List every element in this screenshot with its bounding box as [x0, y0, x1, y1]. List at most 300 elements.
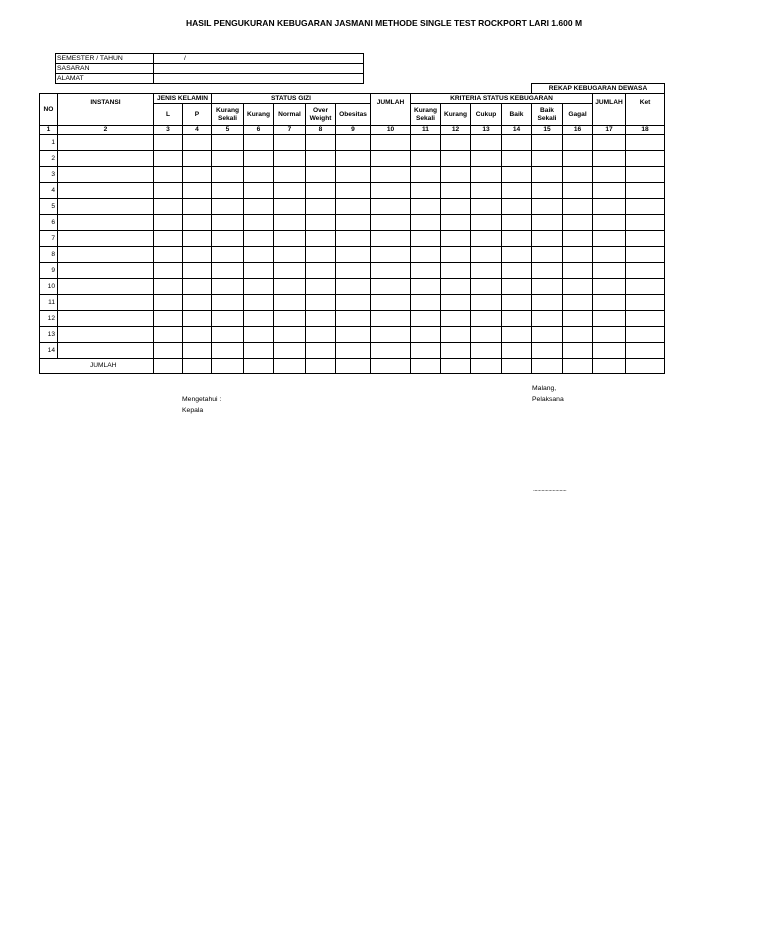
info-table	[55, 53, 364, 84]
total-cell[interactable]	[336, 359, 371, 374]
table-cell[interactable]	[626, 263, 665, 279]
table-cell[interactable]	[154, 263, 183, 279]
table-cell[interactable]	[244, 215, 274, 231]
row-number: 1	[40, 135, 58, 151]
table-cell[interactable]	[471, 343, 502, 359]
table-cell[interactable]	[212, 343, 244, 359]
column-number: 6	[244, 126, 274, 135]
table-cell[interactable]	[336, 183, 371, 199]
table-cell[interactable]	[441, 295, 471, 311]
table-cell[interactable]	[244, 263, 274, 279]
table-cell[interactable]	[212, 199, 244, 215]
table-cell[interactable]	[471, 327, 502, 343]
table-cell[interactable]	[274, 247, 306, 263]
table-cell[interactable]	[183, 199, 212, 215]
column-number: 3	[154, 126, 183, 135]
table-cell[interactable]	[563, 183, 593, 199]
table-cell[interactable]	[306, 183, 336, 199]
table-cell[interactable]	[336, 263, 371, 279]
column-number: 12	[441, 126, 471, 135]
table-cell[interactable]	[183, 327, 212, 343]
table-cell[interactable]	[411, 183, 441, 199]
table-cell[interactable]	[244, 247, 274, 263]
total-cell[interactable]	[411, 359, 441, 374]
total-cell[interactable]	[593, 359, 626, 374]
table-cell[interactable]	[306, 311, 336, 327]
table-cell[interactable]	[532, 215, 563, 231]
table-cell[interactable]	[471, 295, 502, 311]
table-cell[interactable]	[244, 167, 274, 183]
table-cell[interactable]	[212, 151, 244, 167]
table-cell[interactable]	[336, 311, 371, 327]
table-cell[interactable]	[336, 199, 371, 215]
alamat-label: ALAMAT	[56, 74, 154, 84]
table-cell[interactable]	[154, 295, 183, 311]
table-cell[interactable]	[371, 151, 411, 167]
table-row	[40, 183, 665, 199]
total-cell[interactable]	[371, 359, 411, 374]
table-cell[interactable]	[532, 183, 563, 199]
row-number: 4	[40, 183, 58, 199]
table-cell[interactable]	[244, 199, 274, 215]
table-cell[interactable]	[306, 215, 336, 231]
table-cell[interactable]	[336, 215, 371, 231]
table-cell[interactable]	[371, 199, 411, 215]
col-instansi-header: INSTANSI	[58, 94, 154, 126]
table-cell[interactable]	[411, 311, 441, 327]
table-cell[interactable]	[371, 167, 411, 183]
table-cell[interactable]	[336, 135, 371, 151]
table-cell[interactable]	[58, 183, 154, 199]
table-cell[interactable]	[183, 183, 212, 199]
table-cell[interactable]	[411, 167, 441, 183]
table-cell[interactable]	[212, 231, 244, 247]
table-cell[interactable]	[593, 231, 626, 247]
table-cell[interactable]	[441, 327, 471, 343]
table-cell[interactable]	[244, 183, 274, 199]
table-cell[interactable]	[371, 343, 411, 359]
table-cell[interactable]	[532, 231, 563, 247]
table-cell[interactable]	[244, 135, 274, 151]
total-cell[interactable]	[441, 359, 471, 374]
table-cell[interactable]	[154, 215, 183, 231]
table-cell[interactable]	[371, 327, 411, 343]
table-cell[interactable]	[626, 231, 665, 247]
table-cell[interactable]	[411, 295, 441, 311]
table-row	[40, 167, 665, 183]
table-cell[interactable]	[154, 183, 183, 199]
alamat-value[interactable]	[154, 74, 364, 84]
table-cell[interactable]	[411, 135, 441, 151]
table-cell[interactable]	[183, 295, 212, 311]
table-cell[interactable]	[274, 327, 306, 343]
table-cell[interactable]	[502, 295, 532, 311]
table-cell[interactable]	[212, 215, 244, 231]
table-cell[interactable]	[626, 135, 665, 151]
table-cell[interactable]	[58, 199, 154, 215]
table-cell[interactable]	[183, 247, 212, 263]
table-cell[interactable]	[563, 311, 593, 327]
table-cell[interactable]	[441, 167, 471, 183]
table-cell[interactable]	[336, 231, 371, 247]
table-cell[interactable]	[274, 135, 306, 151]
table-cell[interactable]	[471, 279, 502, 295]
kriteria-header: KRITERIA STATUS KEBUGARAN	[411, 94, 593, 104]
table-cell[interactable]	[58, 263, 154, 279]
total-cell[interactable]	[154, 359, 183, 374]
table-cell[interactable]	[532, 167, 563, 183]
table-cell[interactable]	[502, 279, 532, 295]
table-cell[interactable]	[183, 215, 212, 231]
table-cell[interactable]	[563, 263, 593, 279]
table-cell[interactable]	[502, 311, 532, 327]
table-cell[interactable]	[563, 343, 593, 359]
total-cell[interactable]	[563, 359, 593, 374]
total-cell[interactable]	[274, 359, 306, 374]
table-cell[interactable]	[154, 247, 183, 263]
table-cell[interactable]	[274, 311, 306, 327]
table-cell[interactable]	[593, 311, 626, 327]
table-cell[interactable]	[306, 199, 336, 215]
row-number: 11	[40, 295, 58, 311]
table-cell[interactable]	[593, 295, 626, 311]
table-cell[interactable]	[58, 343, 154, 359]
table-cell[interactable]	[411, 151, 441, 167]
table-cell[interactable]	[411, 263, 441, 279]
table-cell[interactable]	[411, 327, 441, 343]
table-cell[interactable]	[502, 215, 532, 231]
table-cell[interactable]	[306, 167, 336, 183]
table-cell[interactable]	[471, 199, 502, 215]
table-cell[interactable]	[502, 183, 532, 199]
table-cell[interactable]	[183, 311, 212, 327]
table-cell[interactable]	[336, 167, 371, 183]
table-cell[interactable]	[336, 295, 371, 311]
table-cell[interactable]	[502, 199, 532, 215]
table-cell[interactable]	[441, 199, 471, 215]
table-cell[interactable]	[532, 247, 563, 263]
table-cell[interactable]	[371, 279, 411, 295]
total-cell[interactable]	[183, 359, 212, 374]
table-cell[interactable]	[183, 135, 212, 151]
table-cell[interactable]	[154, 167, 183, 183]
table-cell[interactable]	[532, 343, 563, 359]
row-number: 7	[40, 231, 58, 247]
table-cell[interactable]	[58, 247, 154, 263]
column-number: 18	[626, 126, 665, 135]
table-cell[interactable]	[212, 311, 244, 327]
total-row	[40, 359, 665, 374]
table-cell[interactable]	[532, 135, 563, 151]
table-cell[interactable]	[563, 151, 593, 167]
row-number: 3	[40, 167, 58, 183]
col-p-header: P	[183, 104, 212, 126]
table-cell[interactable]	[306, 135, 336, 151]
table-cell[interactable]	[593, 183, 626, 199]
table-cell[interactable]	[502, 247, 532, 263]
table-cell[interactable]	[502, 263, 532, 279]
table-cell[interactable]	[306, 263, 336, 279]
table-cell[interactable]	[306, 247, 336, 263]
table-cell[interactable]	[371, 215, 411, 231]
table-cell[interactable]	[58, 151, 154, 167]
total-cell[interactable]	[532, 359, 563, 374]
table-cell[interactable]	[563, 231, 593, 247]
table-row	[40, 311, 665, 327]
table-cell[interactable]	[58, 215, 154, 231]
table-cell[interactable]	[212, 327, 244, 343]
table-cell[interactable]	[502, 151, 532, 167]
table-cell[interactable]	[563, 167, 593, 183]
column-number: 15	[532, 126, 563, 135]
table-cell[interactable]	[593, 247, 626, 263]
table-cell[interactable]	[411, 247, 441, 263]
table-cell[interactable]	[563, 199, 593, 215]
table-cell[interactable]	[212, 295, 244, 311]
table-cell[interactable]	[212, 279, 244, 295]
sasaran-label: SASARAN	[56, 64, 154, 74]
table-cell[interactable]	[593, 279, 626, 295]
table-cell[interactable]	[441, 263, 471, 279]
table-cell[interactable]	[183, 231, 212, 247]
table-cell[interactable]	[274, 231, 306, 247]
table-cell[interactable]	[441, 343, 471, 359]
table-cell[interactable]	[471, 135, 502, 151]
table-cell[interactable]	[371, 247, 411, 263]
table-cell[interactable]	[212, 135, 244, 151]
table-cell[interactable]	[626, 311, 665, 327]
table-cell[interactable]	[371, 183, 411, 199]
table-cell[interactable]	[626, 199, 665, 215]
table-cell[interactable]	[471, 151, 502, 167]
table-cell[interactable]	[183, 151, 212, 167]
table-cell[interactable]	[244, 295, 274, 311]
kepala-label: Kepala	[182, 407, 204, 414]
table-cell[interactable]	[532, 199, 563, 215]
table-cell[interactable]	[154, 279, 183, 295]
table-cell[interactable]	[626, 343, 665, 359]
table-cell[interactable]	[274, 215, 306, 231]
table-cell[interactable]	[154, 311, 183, 327]
sasaran-value[interactable]	[154, 64, 364, 74]
info-row-alamat	[56, 74, 364, 84]
table-cell[interactable]	[274, 279, 306, 295]
table-cell[interactable]	[563, 279, 593, 295]
table-cell[interactable]	[336, 247, 371, 263]
table-cell[interactable]	[593, 199, 626, 215]
malang-label: Malang,	[532, 385, 557, 392]
column-number: 10	[371, 126, 411, 135]
table-cell[interactable]	[563, 327, 593, 343]
table-cell[interactable]	[626, 295, 665, 311]
table-cell[interactable]	[244, 231, 274, 247]
table-cell[interactable]	[336, 327, 371, 343]
table-cell[interactable]	[502, 343, 532, 359]
table-cell[interactable]	[502, 135, 532, 151]
column-number: 7	[274, 126, 306, 135]
table-cell[interactable]	[471, 263, 502, 279]
table-cell[interactable]	[532, 279, 563, 295]
col-kurang-sekali-header: Kurang Sekali	[212, 104, 244, 126]
table-cell[interactable]	[471, 231, 502, 247]
table-cell[interactable]	[336, 151, 371, 167]
table-cell[interactable]	[306, 327, 336, 343]
table-cell[interactable]	[593, 151, 626, 167]
table-cell[interactable]	[626, 327, 665, 343]
total-cell[interactable]	[306, 359, 336, 374]
table-cell[interactable]	[471, 167, 502, 183]
table-cell[interactable]	[274, 263, 306, 279]
col-k-kurang-header: Kurang	[441, 104, 471, 126]
table-cell[interactable]	[471, 311, 502, 327]
table-cell[interactable]	[274, 343, 306, 359]
table-cell[interactable]	[274, 295, 306, 311]
table-cell[interactable]	[183, 263, 212, 279]
table-cell[interactable]	[532, 295, 563, 311]
table-cell[interactable]	[626, 167, 665, 183]
table-cell[interactable]	[441, 183, 471, 199]
table-cell[interactable]	[306, 279, 336, 295]
table-cell[interactable]	[58, 279, 154, 295]
table-cell[interactable]	[306, 343, 336, 359]
header-row-1	[40, 94, 665, 104]
table-cell[interactable]	[154, 199, 183, 215]
table-cell[interactable]	[441, 279, 471, 295]
table-cell[interactable]	[58, 167, 154, 183]
table-cell[interactable]	[154, 327, 183, 343]
table-cell[interactable]	[471, 247, 502, 263]
table-cell[interactable]	[563, 247, 593, 263]
table-cell[interactable]	[593, 135, 626, 151]
table-cell[interactable]	[274, 167, 306, 183]
table-cell[interactable]	[441, 247, 471, 263]
table-cell[interactable]	[244, 343, 274, 359]
table-cell[interactable]	[274, 183, 306, 199]
table-cell[interactable]	[532, 327, 563, 343]
table-cell[interactable]	[371, 311, 411, 327]
table-cell[interactable]	[411, 343, 441, 359]
table-cell[interactable]	[154, 343, 183, 359]
table-cell[interactable]	[371, 295, 411, 311]
table-cell[interactable]	[563, 135, 593, 151]
total-cell[interactable]	[212, 359, 244, 374]
table-cell[interactable]	[212, 263, 244, 279]
table-cell[interactable]	[244, 327, 274, 343]
table-row	[40, 295, 665, 311]
table-cell[interactable]	[274, 151, 306, 167]
table-cell[interactable]	[371, 231, 411, 247]
table-cell[interactable]	[563, 215, 593, 231]
column-number: 16	[563, 126, 593, 135]
table-cell[interactable]	[371, 135, 411, 151]
column-number: 17	[593, 126, 626, 135]
table-cell[interactable]	[212, 183, 244, 199]
col-ket-header: Ket	[626, 94, 665, 126]
table-cell[interactable]	[593, 327, 626, 343]
table-cell[interactable]	[58, 295, 154, 311]
col-kurang-header: Kurang	[244, 104, 274, 126]
table-cell[interactable]	[502, 167, 532, 183]
table-cell[interactable]	[244, 311, 274, 327]
table-cell[interactable]	[306, 151, 336, 167]
table-cell[interactable]	[371, 263, 411, 279]
col-k-cukup-header: Cukup	[471, 104, 502, 126]
table-cell[interactable]	[626, 279, 665, 295]
table-cell[interactable]	[502, 231, 532, 247]
table-cell[interactable]	[411, 231, 441, 247]
table-cell[interactable]	[274, 199, 306, 215]
table-cell[interactable]	[441, 311, 471, 327]
table-cell[interactable]	[471, 215, 502, 231]
table-row	[40, 327, 665, 343]
table-cell[interactable]	[183, 343, 212, 359]
col-jumlah-header: JUMLAH	[371, 94, 411, 126]
table-row	[40, 263, 665, 279]
table-cell[interactable]	[593, 263, 626, 279]
table-cell[interactable]	[441, 151, 471, 167]
table-cell[interactable]	[183, 167, 212, 183]
table-cell[interactable]	[593, 343, 626, 359]
table-cell[interactable]	[183, 279, 212, 295]
table-cell[interactable]	[411, 199, 441, 215]
column-number: 2	[58, 126, 154, 135]
table-cell[interactable]	[411, 279, 441, 295]
table-cell[interactable]	[593, 167, 626, 183]
table-cell[interactable]	[306, 295, 336, 311]
table-cell[interactable]	[626, 183, 665, 199]
table-cell[interactable]	[563, 295, 593, 311]
row-number: 10	[40, 279, 58, 295]
signature-line: ........................	[533, 486, 567, 493]
table-cell[interactable]	[336, 343, 371, 359]
table-cell[interactable]	[212, 167, 244, 183]
total-cell[interactable]	[471, 359, 502, 374]
table-cell[interactable]	[58, 311, 154, 327]
table-cell[interactable]	[244, 279, 274, 295]
table-cell[interactable]	[411, 215, 441, 231]
table-cell[interactable]	[306, 231, 336, 247]
table-cell[interactable]	[154, 135, 183, 151]
table-cell[interactable]	[441, 135, 471, 151]
table-cell[interactable]	[441, 231, 471, 247]
semester-value[interactable]: /	[154, 54, 364, 64]
table-cell[interactable]	[532, 263, 563, 279]
total-cell[interactable]	[502, 359, 532, 374]
table-cell[interactable]	[58, 135, 154, 151]
table-cell[interactable]	[58, 231, 154, 247]
total-cell[interactable]	[626, 359, 665, 374]
table-cell[interactable]	[212, 247, 244, 263]
table-cell[interactable]	[626, 215, 665, 231]
table-cell[interactable]	[471, 183, 502, 199]
table-cell[interactable]	[244, 151, 274, 167]
table-cell[interactable]	[626, 247, 665, 263]
total-cell[interactable]	[244, 359, 274, 374]
table-cell[interactable]	[532, 151, 563, 167]
table-cell[interactable]	[154, 231, 183, 247]
table-cell[interactable]	[626, 151, 665, 167]
table-cell[interactable]	[58, 327, 154, 343]
col-normal-header: Normal	[274, 104, 306, 126]
table-cell[interactable]	[154, 151, 183, 167]
table-cell[interactable]	[441, 215, 471, 231]
table-cell[interactable]	[336, 279, 371, 295]
row-number: 13	[40, 327, 58, 343]
table-cell[interactable]	[502, 327, 532, 343]
table-cell[interactable]	[593, 215, 626, 231]
col-k-baik-header: Baik	[502, 104, 532, 126]
table-cell[interactable]	[532, 311, 563, 327]
